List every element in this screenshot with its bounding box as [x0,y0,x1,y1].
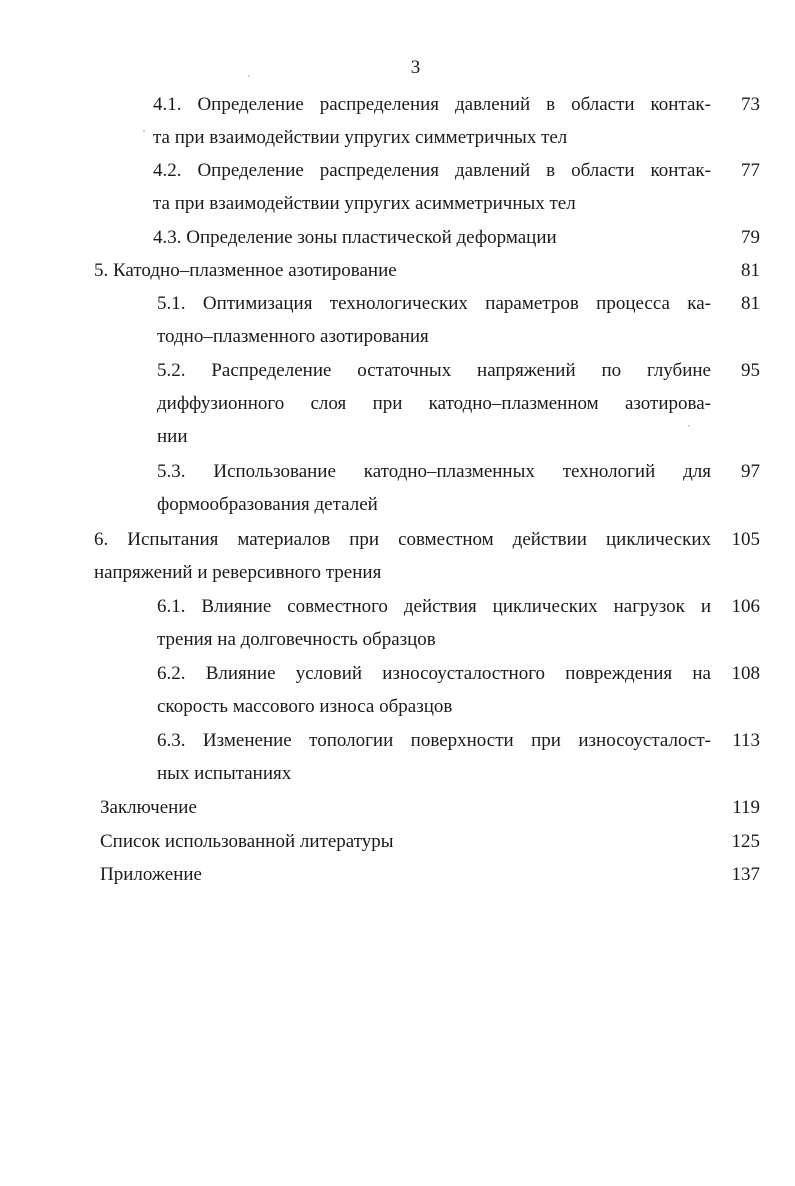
scan-speck [248,75,250,77]
toc-entry-text: тодно–плазменного азотирования [157,326,429,347]
toc-entry-4-2 [153,154,711,220]
toc-entry-text: 5.3. Использование катодно–плазменных технологий для [157,461,711,482]
toc-entry-4-3 [153,221,557,254]
toc-entry-conclusion [100,791,197,824]
toc-entry-text: Список использованной литературы [100,831,394,852]
toc-entry-text: ных испытаниях [157,763,292,784]
toc-entry-text: Приложение [100,864,202,885]
toc-entry-text: напряжений и реверсивного трения [94,562,382,583]
toc-entry-page: 113 [732,730,760,751]
toc-entry-page: 137 [731,864,760,885]
toc-entry-5 [94,254,397,287]
toc-entry-page: 73 [741,94,760,115]
toc-entry-page: 81 [741,260,760,281]
toc-entry-page: 97 [741,461,760,482]
toc-entry-text: 6.1. Влияние совместного действия циклических нагрузок и [157,596,711,617]
toc-entry-text: 5. Катодно–плазменное азотирование [94,260,397,281]
toc-entry-page: 119 [732,797,760,818]
toc-entry-text: 6.2. Влияние условий износоусталостного повреждения на [157,663,711,684]
toc-entry-5-3 [157,455,711,521]
toc-entry-text: 6. Испытания материалов при совместном действии циклических [94,529,711,550]
toc-entry-5-1 [157,287,711,353]
toc-entry-page: 125 [731,831,760,852]
scan-speck [688,425,690,427]
toc-entry-page: 95 [741,360,760,381]
toc-entry-text: 4.1. Определение распределения давлений в области контак- [153,94,711,115]
toc-entry-text: диффузионного слоя при катодно–плазменном азотирова- [157,393,711,414]
toc-entry-page: 106 [731,596,760,617]
toc-entry-page: 108 [731,663,760,684]
toc-entry-page: 105 [731,529,760,550]
toc-entry-page: 81 [741,293,760,314]
toc-entry-text: формообразования деталей [157,494,378,515]
toc-entry-appendix [100,858,202,891]
toc-entry-6-1 [157,590,711,656]
toc-entry-text: 4.3. Определение зоны пластической деформации [153,227,557,248]
toc-entry-6-2 [157,657,711,723]
toc-entry-text: 5.2. Распределение остаточных напряжений по глубине [157,360,711,381]
toc-entry-text: та при взаимодействии упругих асимметричных тел [153,193,576,214]
toc-entry-text: Заключение [100,797,197,818]
toc-entry-page: 79 [741,227,760,248]
toc-entry-5-2 [157,354,711,453]
toc-entry-4-1 [153,88,711,154]
toc-entry-text: нии [157,426,188,447]
toc-entry-6 [94,523,711,589]
toc-entry-references [100,825,394,858]
toc-entry-text: трения на долговечность образцов [157,629,436,650]
toc-entry-page: 77 [741,160,760,181]
toc-entry-text: 5.1. Оптимизация технологических параметров процесса ка- [157,293,711,314]
toc-entry-text: 6.3. Изменение топологии поверхности при износоусталост- [157,730,711,751]
toc-entry-text: та при взаимодействии упругих симметричных тел [153,127,568,148]
page-number: 3 [410,57,421,78]
scan-speck [143,130,145,132]
toc-entry-text: скорость массового износа образцов [157,696,453,717]
toc-entry-6-3 [157,724,711,790]
toc-entry-text: 4.2. Определение распределения давлений в области контак- [153,160,711,181]
